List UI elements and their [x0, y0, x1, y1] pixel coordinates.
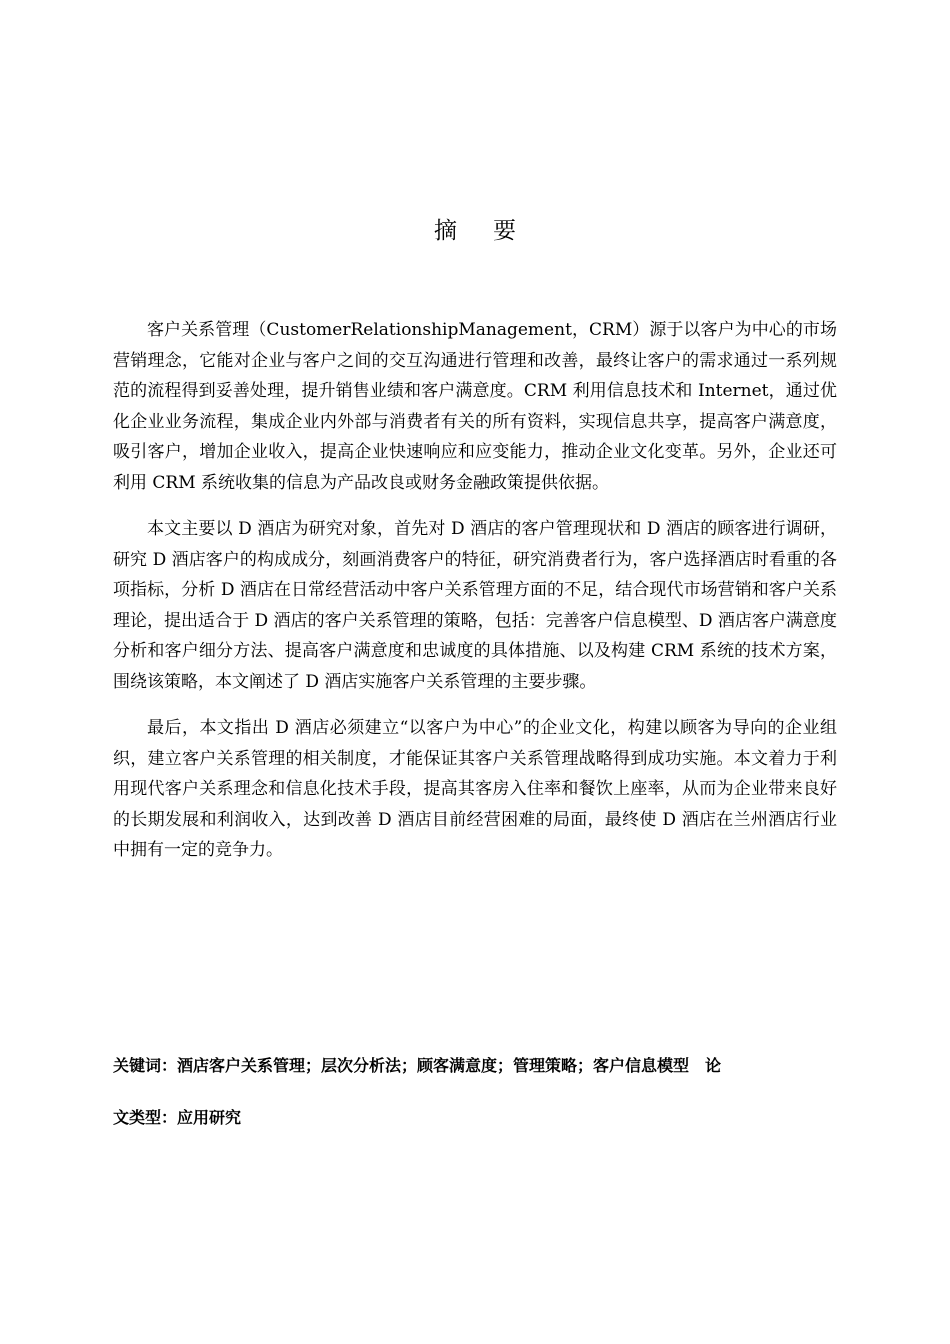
abstract-title [113, 216, 837, 246]
keywords-block [113, 1052, 837, 1132]
keywords-line-1: 关键词：酒店客户关系管理；层次分析法；顾客满意度；管理策略；客户信息模型 论 [113, 1056, 722, 1075]
abstract-title-char-1: 摘 [434, 218, 457, 244]
abstract-body [113, 315, 837, 882]
abstract-paragraph-1: 客户关系管理（CustomerRelationshipManagement，CRM）源于以客户为中心的市场营销理念，它能对企业与客户之间的交互沟通进行管理和改善，最终让客户的需求通过一系列规范的流程得到妥善处理，提升销售业绩和客户满意度。CRM 利用信息技术和 Internet，通过优化企业业务流程，集成企业内外部与消费者有关的所有资料，实现信息共享，提高客户满意度，吸引客户，增加企业收入，提高企业快速响应和应变能力，推动企业文化变革。另外，企业还可利用 CRM 系统收集的信息为产品改良或财务金融政策提供依据。 [113, 320, 837, 493]
abstract-paragraph-3: 最后，本文指出 D 酒店必须建立“以客户为中心”的企业文化，构建以顾客为导向的企业组织，建立客户关系管理的相关制度，才能保证其客户关系管理战略得到成功实施。本文着力于利用现代客户关系理念和信息化技术手段，提高其客房入住率和餐饮上座率，从而为企业带来良好的长期发展和利润收入，达到改善 D 酒店目前经营困难的局面，最终使 D 酒店在兰州酒店行业中拥有一定的竞争力。 [113, 718, 837, 860]
abstract-title-char-2: 要 [493, 218, 516, 244]
abstract-paragraph-2: 本文主要以 D 酒店为研究对象，首先对 D 酒店的客户管理现状和 D 酒店的顾客进行调研，研究 D 酒店客户的构成成分，刻画消费客户的特征，研究消费者行为，客户选择酒店时看重的各项指标，分析 D 酒店在日常经营活动中客户关系管理方面的不足，结合现代市场营销和客户关系理论，提出适合于 D 酒店的客户关系管理的策略，包括：完善客户信息模型、D 酒店客户满意度分析和客户细分方法、提高客户满意度和忠诚度的具体措施、以及构建 CRM 系统的技术方案，围绕该策略，本文阐述了 D 酒店实施客户关系管理的主要步骤。 [113, 519, 837, 692]
keywords-line-2: 文类型：应用研究 [113, 1108, 242, 1127]
